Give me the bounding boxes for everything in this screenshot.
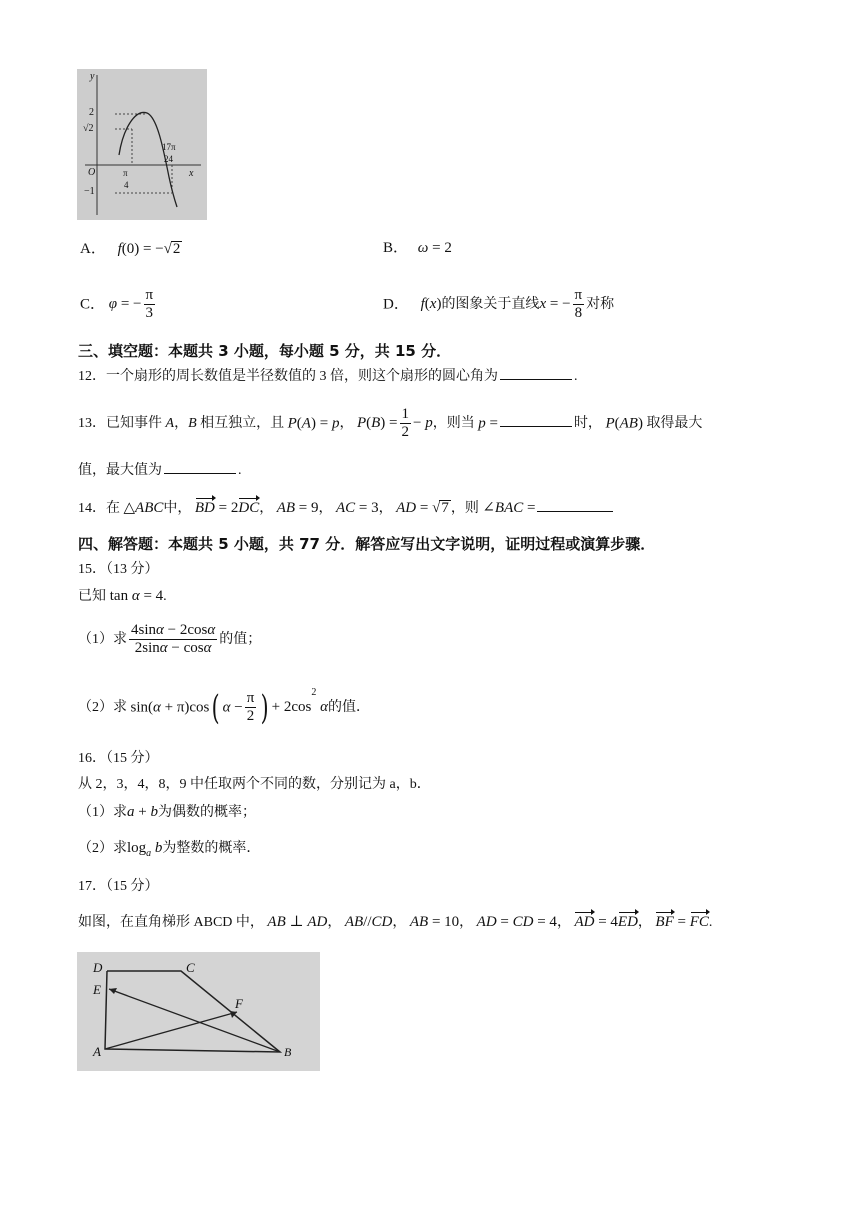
graph-y-label: y — [90, 71, 95, 82]
q14: 14．在 △ABC中， BD = 2DC， AB = 9， AC = 3， AD = √7 ，则 ∠BAC = — [78, 500, 615, 516]
option-d: D． f(x)的图象关于直线x = − $\frac{\pi}{8}$ 对称 — [383, 287, 615, 322]
trap-label-D: D — [93, 960, 103, 975]
q13-num: 13．已知事件 — [78, 415, 162, 431]
option-d-formula: f(x) — [420, 296, 442, 313]
q15-part2: （2）求 sin(α + π)cos( α − $\frac{\pi}{2}$ ) + $2\cos^2$ α的值． — [78, 687, 370, 728]
q15-given-text: 已知 — [78, 589, 106, 604]
graph-label-sqrt2: √2 — [83, 123, 94, 134]
q15-p1: （1）求 — [78, 631, 127, 647]
option-a-label: A． — [80, 241, 106, 257]
graph-label-17pi: 17π — [162, 142, 176, 152]
q16-p1-end: 为偶数的概率； — [157, 805, 256, 820]
option-c-label: C． — [80, 296, 106, 313]
q14-num: 14．在 — [78, 501, 120, 516]
q15-head: 15．（13 分） — [78, 562, 159, 577]
graph-label-2: 2 — [89, 107, 94, 118]
q13-line2-text: 值，最大值为 — [78, 463, 162, 478]
option-d-end: 对称 — [586, 296, 615, 312]
q14-blank — [537, 510, 613, 512]
option-d-label: D． — [383, 296, 409, 313]
trap-label-C: C — [186, 960, 195, 975]
trap-label-F: F — [235, 996, 243, 1011]
q15-p2-end: 的值． — [327, 699, 370, 715]
q13-rest2: ，则当 — [432, 415, 475, 431]
option-c — [80, 287, 157, 323]
graph-x-label: x — [189, 168, 194, 179]
q13-rest4: 取得最大 — [646, 415, 703, 431]
graph-label-24: 24 — [164, 154, 173, 164]
q13-blank2 — [164, 472, 236, 474]
q12-text: 12．一个扇形的周长数值是半径数值的 3 倍，则这个扇形的圆心角为 — [78, 369, 498, 384]
option-b-formula: ω = 2 — [417, 240, 452, 256]
option-b — [383, 241, 452, 256]
function-graph-figure — [77, 69, 207, 220]
graph-origin-label: O — [88, 167, 96, 178]
q15-p2: （2）求 — [78, 699, 127, 715]
option-d-cn: 的图象关于直线 — [441, 296, 540, 312]
q17-text: 如图，在直角梯形 ABCD 中， AB ⊥ AD， AB//CD， AB = 10， AD = CD = 4， AD = 4ED， BF = FC. — [78, 914, 713, 930]
q17-head: 17．（15 分） — [78, 879, 159, 894]
q13-line2 — [78, 464, 242, 478]
graph-label-pi: π — [123, 168, 128, 178]
q13-rest1: 相互独立，且 — [200, 415, 285, 431]
option-a-formula: f(0) = −√2 — [117, 241, 181, 257]
q15-part1: （1）求 $\frac{4\sin\alpha - 2\cos\alpha}{2\sin\alpha - \cos\alpha}$ 的值； — [78, 622, 262, 657]
q17-text-cn: 如图，在直角梯形 ABCD 中， — [78, 915, 264, 930]
graph-label-minus1: −1 — [84, 186, 95, 197]
section4-title: 四、解答题：本题共 5 小题，共 77 分．解答应写出文字说明，证明过程或演算步骤． — [78, 535, 656, 553]
graph-label-4: 4 — [124, 180, 129, 190]
q13-end: . — [238, 463, 242, 478]
q13-blank1 — [500, 425, 572, 427]
trap-label-B: B — [284, 1045, 292, 1059]
q13: 13．已知事件 A，B 相互独立，且 P(A) = p， P(B) = $\frac{1}{2}$ − p，则当 p = 时， P(AB) 取得最大 — [78, 406, 703, 441]
q12-blank — [500, 378, 572, 380]
q16-p1: （1）求 — [78, 805, 127, 820]
q16-part2: （2）求$\log_a b$为整数的概率． — [78, 840, 261, 859]
q15-given: 已知 tan α = 4. — [78, 588, 167, 604]
function-graph-svg — [77, 69, 207, 220]
trap-label-A: A — [93, 1044, 101, 1059]
q14-mid: 中， — [163, 501, 192, 516]
q16-p2-end: 为整数的概率． — [162, 841, 261, 856]
q16-p2: （2）求 — [78, 841, 127, 856]
option-c-formula: φ = − $\frac{\pi}{3}$ — [108, 287, 154, 322]
q15-p1-end: 的值； — [219, 631, 262, 647]
q12-end: . — [574, 369, 578, 384]
section3-title: 三、填空题：本题共 3 小题，每小题 5 分，共 15 分． — [78, 342, 452, 360]
trapezoid-figure — [77, 952, 320, 1071]
option-a — [80, 241, 182, 257]
q16-part1: （1）求a + b为偶数的概率； — [78, 804, 256, 820]
q12 — [78, 370, 578, 384]
q14-then: ，则 — [450, 501, 479, 516]
q16-head: 16．（15 分） — [78, 751, 159, 766]
q13-rest3: 时， — [573, 415, 602, 431]
q16-text: 从 2，3，4，8，9 中任取两个不同的数，分别记为 a，b． — [78, 777, 431, 792]
trap-label-E: E — [93, 982, 101, 997]
option-b-label: B． — [383, 240, 409, 256]
